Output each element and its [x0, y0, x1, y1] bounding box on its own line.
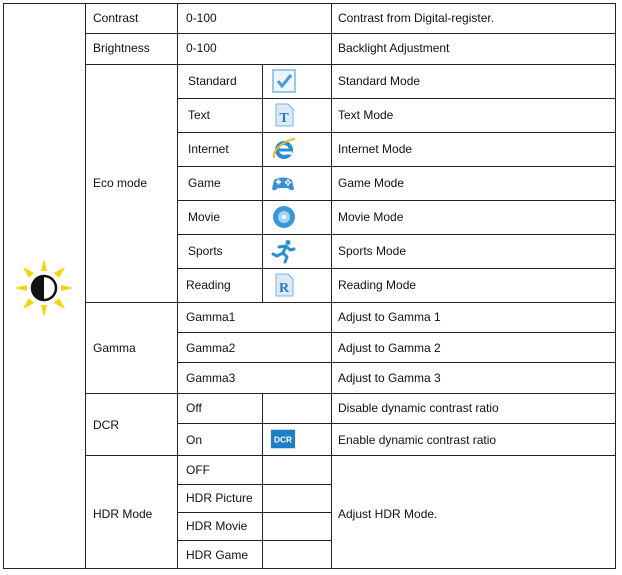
eco-mode-sports: Sports [188, 244, 223, 258]
brightness-desc: Backlight Adjustment [338, 41, 450, 55]
internet-explorer-icon [271, 136, 297, 162]
hdr-option-movie: HDR Movie [186, 519, 248, 533]
eco-mode-game: Game [188, 176, 221, 190]
gamma-option-1: Gamma1 [186, 310, 236, 324]
gamma-option-2: Gamma2 [186, 341, 236, 355]
eco-mode-internet: Internet [188, 142, 229, 156]
eco-mode-reading: Reading [186, 278, 231, 292]
dcr-label: DCR [93, 418, 119, 432]
dcr-option-on: On [186, 433, 203, 447]
contrast-label: Contrast [93, 11, 139, 25]
sun-contrast-icon [14, 258, 74, 318]
gamma-option-3: Gamma3 [186, 371, 236, 385]
contrast-range: 0-100 [186, 11, 217, 25]
gamma-desc-2: Adjust to Gamma 2 [338, 341, 441, 355]
dcr-badge-text: DCR [273, 434, 293, 445]
dcr-desc-off: Disable dynamic contrast ratio [338, 401, 499, 415]
gamma-label: Gamma [93, 341, 136, 355]
eco-desc-text: Text Mode [338, 108, 394, 122]
eco-desc-standard: Standard Mode [338, 74, 421, 88]
dcr-badge-icon [270, 426, 298, 450]
hdr-option-game: HDR Game [186, 548, 249, 562]
eco-mode-movie: Movie [188, 210, 221, 224]
eco-desc-sports: Sports Mode [338, 244, 407, 258]
svg-text:R: R [278, 281, 290, 296]
brightness-range: 0-100 [186, 41, 217, 55]
svg-text:T: T [279, 111, 289, 126]
gamepad-icon [270, 170, 296, 196]
contrast-desc: Contrast from Digital-register. [338, 11, 495, 25]
text-document-icon [271, 102, 297, 128]
brightness-label: Brightness [93, 41, 150, 55]
hdr-mode-label: HDR Mode [93, 507, 153, 521]
hdr-desc: Adjust HDR Mode. [338, 507, 438, 521]
eco-desc-movie: Movie Mode [338, 210, 404, 224]
eco-mode-text: Text [188, 108, 211, 122]
runner-icon [271, 238, 297, 264]
dcr-option-off: Off [186, 401, 202, 415]
eco-desc-reading: Reading Mode [338, 278, 417, 292]
disc-icon [271, 204, 297, 230]
hdr-option-picture: HDR Picture [186, 491, 253, 505]
eco-desc-game: Game Mode [338, 176, 405, 190]
eco-mode-standard: Standard [188, 74, 237, 88]
reading-r-icon [271, 272, 297, 298]
gamma-desc-1: Adjust to Gamma 1 [338, 310, 441, 324]
hdr-option-off: OFF [186, 463, 210, 477]
dcr-desc-on: Enable dynamic contrast ratio [338, 433, 497, 447]
eco-desc-internet: Internet Mode [338, 142, 413, 156]
gamma-desc-3: Adjust to Gamma 3 [338, 371, 441, 385]
standard-check-icon [271, 68, 297, 94]
eco-mode-label: Eco mode [93, 176, 148, 190]
